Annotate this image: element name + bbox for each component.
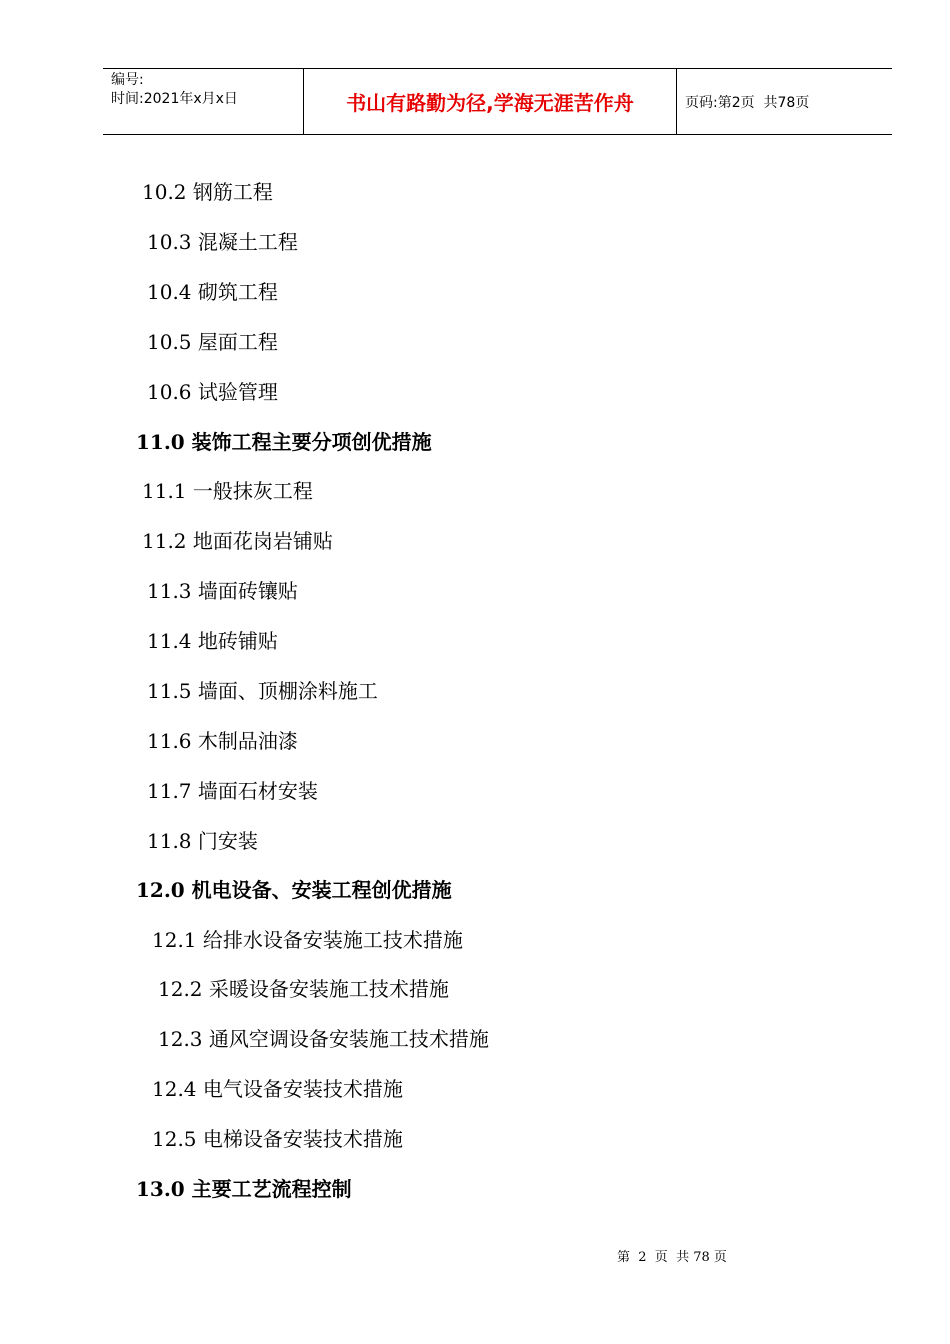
- toc-entry: 11.4 地砖铺贴: [147, 629, 278, 653]
- number-label: 编号:: [111, 72, 144, 88]
- toc-entry: 12.2 采暖设备安装施工技术措施: [158, 977, 449, 1001]
- toc-entry: 12.5 电梯设备安装技术措施: [152, 1127, 403, 1151]
- toc-entry: 10.4 砌筑工程: [147, 280, 278, 304]
- header-page-info: 页码:第2页 共78页: [685, 94, 810, 111]
- toc-entry: 12.3 通风空调设备安装施工技术措施: [158, 1027, 489, 1051]
- toc-entry: 10.6 试验管理: [147, 380, 278, 404]
- toc-entry: 11.3 墙面砖镶贴: [147, 579, 298, 603]
- toc-entry: 11.8 门安装: [147, 829, 258, 853]
- toc-entry: 11.5 墙面、顶棚涂料施工: [147, 679, 378, 703]
- header-motto: 书山有路勤为径,学海无涯苦作舟: [303, 69, 677, 134]
- toc-heading: 13.0 主要工艺流程控制: [136, 1177, 352, 1201]
- toc-heading: 12.0 机电设备、安装工程创优措施: [136, 878, 452, 902]
- toc-entry: 10.3 混凝土工程: [147, 230, 298, 254]
- time-label: 时间:2021年x月x日: [111, 91, 238, 107]
- toc-heading: 11.0 装饰工程主要分项创优措施: [136, 430, 432, 454]
- toc-entry: 11.7 墙面石材安装: [147, 779, 318, 803]
- header-meta: [103, 69, 303, 134]
- toc-entry: 10.2 钢筋工程: [142, 180, 273, 204]
- toc-entry: 12.1 给排水设备安装施工技术措施: [152, 928, 463, 952]
- page-footer: 第 2 页 共 78 页: [617, 1250, 727, 1265]
- toc-entry: 11.2 地面花岗岩铺贴: [142, 529, 333, 553]
- page-header: [103, 68, 892, 135]
- toc-entry: 12.4 电气设备安装技术措施: [152, 1077, 403, 1101]
- toc-entry: 11.6 木制品油漆: [147, 729, 298, 753]
- toc-entry: 11.1 一般抹灰工程: [142, 479, 313, 503]
- toc-entry: 10.5 屋面工程: [147, 330, 278, 354]
